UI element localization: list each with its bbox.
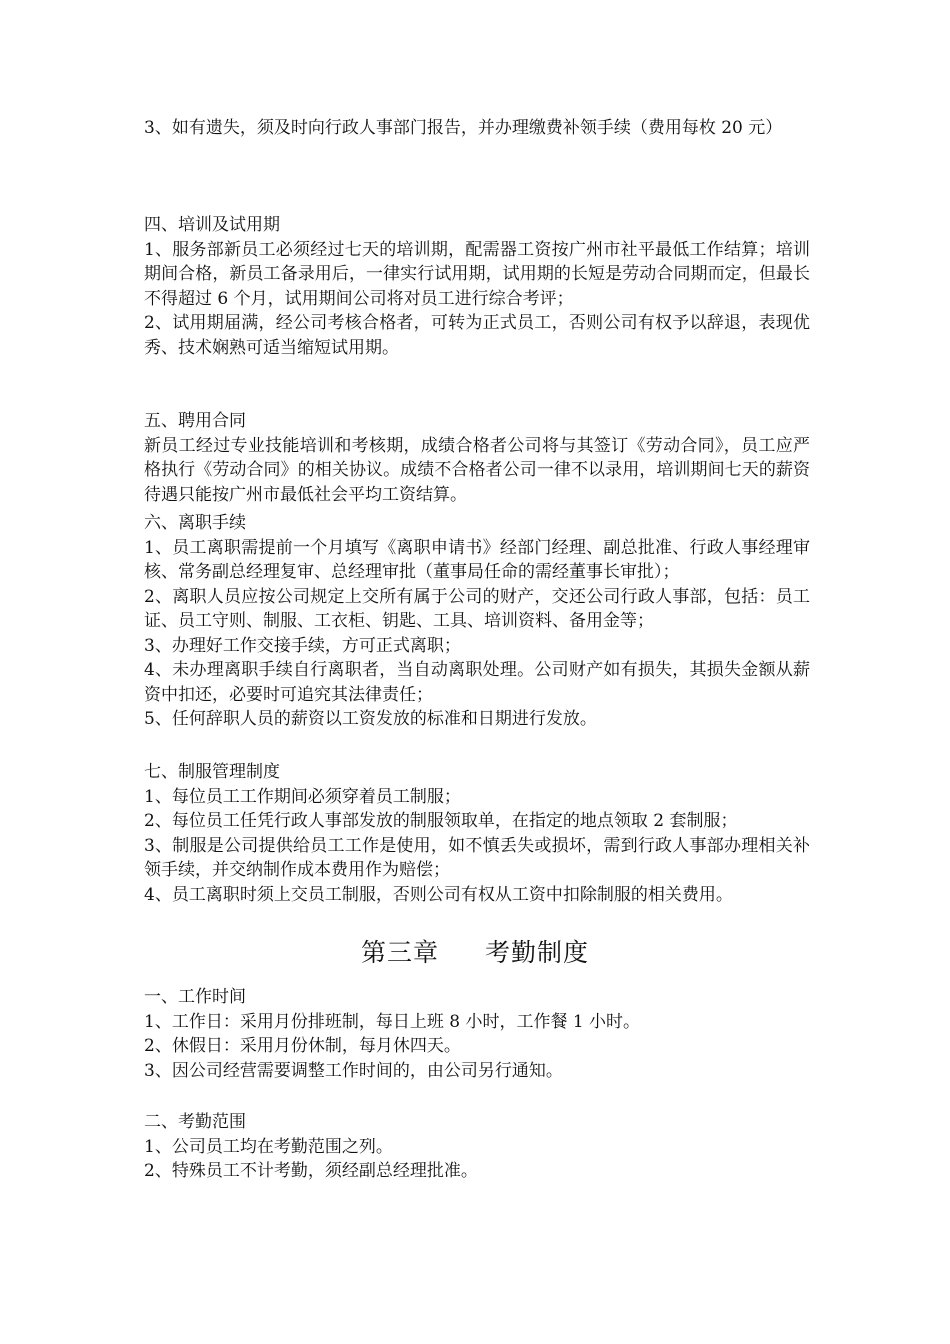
paragraph: 1、公司员工均在考勤范围之列。: [144, 1136, 393, 1157]
section-heading: 一、工作时间: [144, 987, 246, 1007]
section-uniform-management: [144, 760, 810, 907]
paragraph: 2、特殊员工不计考勤，须经副总经理批准。: [144, 1161, 478, 1181]
section-resignation: [144, 511, 810, 732]
paragraph: 2、每位员工任凭行政人事部发放的制服领取单，在指定的地点领取 2 套制服；: [144, 811, 738, 831]
section-employment-contract: [144, 409, 810, 507]
section-heading: 六、离职手续: [144, 513, 246, 533]
section-attendance-scope: [144, 1110, 810, 1184]
chapter-name: 考勤制度: [485, 938, 590, 967]
paragraph: 1、工作日：采用月份排班制，每日上班 8 小时，工作餐 1 小时。: [144, 1011, 641, 1032]
paragraph: 3、如有遗失，须及时向行政人事部门报告，并办理缴费补领手续（费用每枚 20 元）: [144, 118, 783, 138]
paragraph: 1、每位员工工作期间必须穿着员工制服；: [144, 786, 461, 807]
section-heading: 七、制服管理制度: [144, 762, 280, 782]
section-heading: 五、聘用合同: [144, 411, 246, 431]
section-work-time: [144, 985, 810, 1083]
section-training-probation: [144, 213, 810, 360]
paragraph: 新员工经过专业技能培训和考核期，成绩合格者公司将与其签订《劳动合同》，员工应严格执行《劳动合同》的相关协议。成绩不合格者公司一律不以录用，培训期间七天的薪资待遇只能按广州市最低社会平均工资结算。: [144, 435, 810, 505]
chapter-number: 第三章: [360, 938, 439, 967]
section-3-continuation: [144, 116, 810, 141]
paragraph: 1、服务部新员工必须经过七天的培训期，配需器工资按广州市社平最低工作结算；培训期间合格，新员工备录用后，一律实行试用期，试用期的长短是劳动合同期而定，但最长不得超过 6 个月，试用期间公司将对员工进行综合考评；: [144, 239, 810, 309]
paragraph: 4、员工离职时须上交员工制服，否则公司有权从工资中扣除制服的相关费用。: [144, 884, 733, 905]
paragraph: 3、因公司经营需要调整工作时间的，由公司另行通知。: [144, 1060, 563, 1081]
paragraph: 3、制服是公司提供给员工工作是使用，如不慎丢失或损坏，需到行政人事部办理相关补领手续，并交纳制作成本费用作为赔偿；: [144, 835, 810, 880]
paragraph: 3、办理好工作交接手续，方可正式离职；: [144, 635, 461, 656]
paragraph: 2、试用期届满，经公司考核合格者，可转为正式员工，否则公司有权予以辞退，表现优秀、技术娴熟可适当缩短试用期。: [144, 313, 810, 358]
paragraph: 4、未办理离职手续自行离职者，当自动离职处理。公司财产如有损失，其损失金额从薪资中扣还，必要时可追究其法律责任；: [144, 660, 810, 705]
paragraph: 1、员工离职需提前一个月填写《离职申请书》经部门经理、副总批准、行政人事经理审核、常务副总经理复审、总经理审批（董事局任命的需经董事长审批）；: [144, 537, 810, 582]
section-heading: 二、考勤范围: [144, 1112, 246, 1132]
paragraph: 2、休假日：采用月份休制，每月休四天。: [144, 1036, 461, 1056]
chapter-title: [0, 937, 950, 969]
paragraph: 2、离职人员应按公司规定上交所有属于公司的财产，交还公司行政人事部，包括：员工证、员工守则、制服、工衣柜、钥匙、工具、培训资料、备用金等；: [144, 586, 810, 631]
section-heading: 四、培训及试用期: [144, 215, 280, 235]
paragraph: 5、任何辞职人员的薪资以工资发放的标准和日期进行发放。: [144, 709, 597, 729]
